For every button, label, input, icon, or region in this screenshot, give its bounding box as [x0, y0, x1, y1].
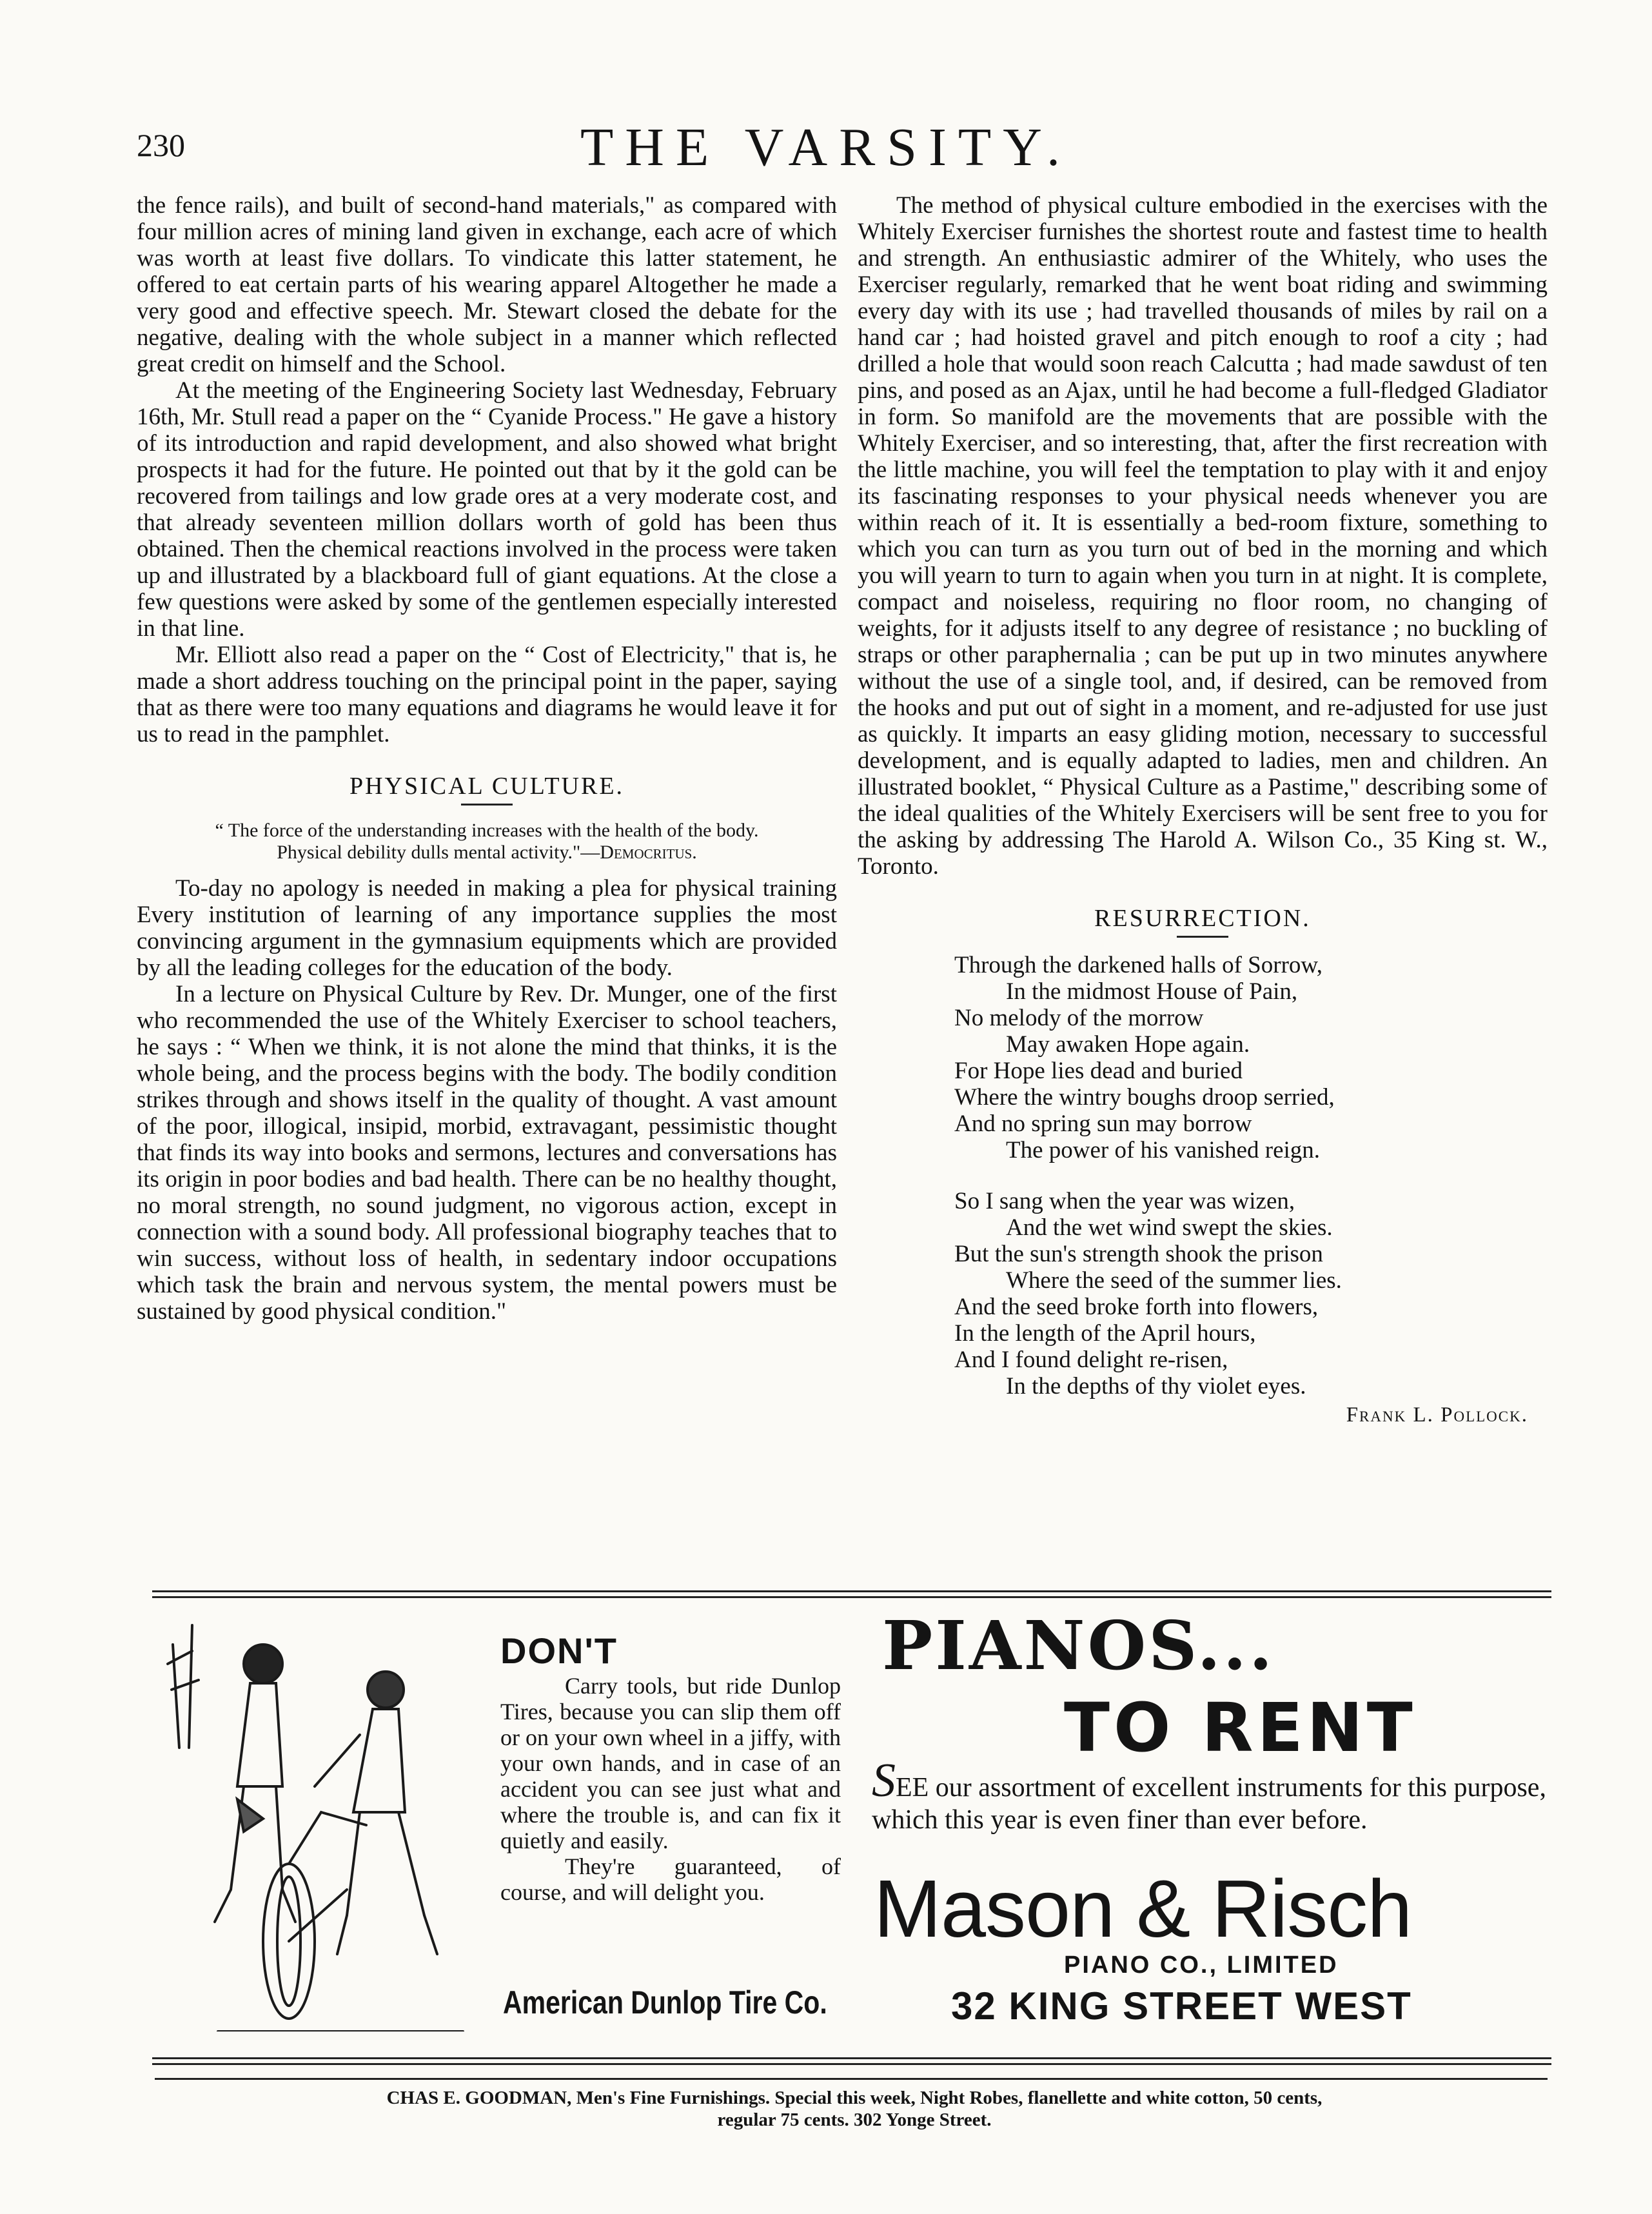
- poem-line: Where the wintry boughs droop serried,: [954, 1084, 1335, 1111]
- poem-line: But the sun's strength shook the prison: [954, 1241, 1323, 1267]
- poem-line: So I sang when the year was wizen,: [954, 1188, 1295, 1214]
- poem: [954, 952, 1548, 1399]
- section-heading: PHYSICAL CULTURE.: [349, 773, 625, 800]
- pianos-subtitle: TO RENT: [1064, 1688, 1417, 1767]
- drop-cap: S: [872, 1754, 896, 1807]
- article-paragraph: the fence rails), and built of second-hand materials," as compared with four million acres of mining land given in exchange, each acre of which was worth at least five dollars. To vindicate this latter statement, he offered to eat certain parts of his wearing apparel Altogether he made a very good and effective speech. Mr. Stewart closed the debate for the negative, dealing with the whole subject in a manner which reflected great credit on himself and the School.: [137, 192, 837, 377]
- dunlop-ad-text: Carry tools, but ride Dunlop Tires, because you can slip them off or on your own wheel in a jiffy, with your own hands, and in case of an accident you can see just what and where the trouble is, and can fix it quietly and easily.: [500, 1673, 841, 1853]
- pianos-address: 32 KING STREET WEST: [951, 1984, 1412, 2028]
- poem-line: And the wet wind swept the skies.: [1006, 1214, 1333, 1241]
- poem-line: For Hope lies dead and buried: [954, 1058, 1243, 1084]
- footer-rule: [155, 2078, 1548, 2080]
- cyclists-illustration: [153, 1619, 489, 2031]
- footer-ad: [161, 2087, 1548, 2131]
- poem-line: Through the darkened halls of Sorrow,: [954, 952, 1323, 978]
- dunlop-ad: [500, 1630, 841, 1905]
- left-column: [137, 192, 837, 1325]
- poem-line: No melody of the morrow: [954, 1005, 1204, 1031]
- poem-line: And no spring sun may borrow: [954, 1111, 1252, 1137]
- dunlop-ad-title: DON'T: [500, 1630, 618, 1671]
- dunlop-company: American Dunlop Tire Co.: [503, 1984, 827, 2021]
- ad-divider-bottom: [152, 2057, 1551, 2065]
- epigraph-line: “ The force of the understanding increases with the health of the body.: [215, 820, 759, 841]
- right-column: [858, 192, 1548, 1428]
- epigraph-line: Physical debility dulls mental activity."—: [277, 842, 600, 863]
- pianos-company: PIANO CO., LIMITED: [1064, 1952, 1339, 1979]
- stanza-1: [954, 952, 1548, 1163]
- article-paragraph: In a lecture on Physical Culture by Rev. Dr. Munger, one of the first who recommended the use of the Whitely Exerciser to school teachers, he says : “ When we think, it is not alone the mind that thinks, it is the whole being, and the process begins with the body. The bodily condition strikes through and shows itself in the quality of thought. A vast amount of the poor, illogical, insipid, morbid, extravagant, pessimistic thought that finds its way into books and sermons, lectures and conversations has its origin in poor bodies and bad health. There can be no healthy thought, no moral strength, no sound judgment, no vigorous action, except in connection with a sound body. All professional biography teaches that to win success, without loss of health, in sedentary indoor occupations which task the brain and nervous system, the mental powers must be sustained by good physical condition.": [137, 981, 837, 1325]
- article-paragraph: Mr. Elliott also read a paper on the “ Cost of Electricity," that is, he made a short address touching on the principal point in the paper, saying that as there were too many equations and diagrams he would leave it for us to read in the pamphlet.: [137, 642, 837, 747]
- page-number: 230: [137, 127, 185, 163]
- pianos-description: [872, 1754, 1560, 1836]
- article-paragraph: The method of physical culture embodied in the exercises with the Whitely Exerciser furnishes the shortest route and fastest time to health and strength. An enthusiastic admirer of the Whitely, who uses the Exerciser regularly, remarked that he went boat riding and swimming every day with its use ; had travelled thousands of miles by rail on a hand car ; had hoisted gravel and pitch enough to roof a city ; had drilled a hole that would soon reach Calcutta ; had made sawdust of ten pins, and posed as an Ajax, until he had become a full-fledged Gladiator in form. So manifold are the movements that are possible with the Whitely Exerciser, and so interesting, that, after the first recreation with the little machine, you will feel the temptation to play with it and enjoy its fascinating responses to your physical needs whenever you are within reach of it. It is essentially a bed-room fixture, something to which you can turn as you turn out of bed in the morning and which you will yearn to turn to again when you turn in at night. It is complete, compact and noiseless, requiring no floor room, no changing of weights, for it adjusts itself to any degree of resistance ; no buckling of straps or other paraphernalia ; can be put up in two minutes anywhere without the use of a single tool, and, if desired, can be removed from the hooks and put out of sight in a moment, and re-adjusted for use just as quickly. It imparts an easy gliding motion, necessary to successful development, and is equally adapted to ladies, men and children. An illustrated booklet, “ Physical Culture as a Pastime," describing some of the ideal qualities of the Whitely Exercisers will be sent free to you for the asking by addressing The Harold A. Wilson Co., 35 King st. W., Toronto.: [858, 192, 1548, 880]
- poem-line: In the length of the April hours,: [954, 1320, 1256, 1347]
- poem-line: In the midmost House of Pain,: [1006, 978, 1298, 1005]
- article-paragraph: At the meeting of the Engineering Society last Wednesday, February 16th, Mr. Stull read a paper on the “ Cyanide Process." He gave a history of its introduction and rapid development, and also showed what bright prospects it had for the future. He pointed out that by it the gold can be recovered from tailings and low grade ores at a very moderate cost, and that already seventeen million dollars worth of gold has been thus obtained. Then the chemical reactions involved in the process were taken up and illustrated by a blackboard full of giant equations. At the close a few questions were asked by some of the gentlemen especially interested in that line.: [137, 377, 837, 642]
- dunlop-ad-text: They're guaranteed, of course, and will delight you.: [500, 1853, 841, 1905]
- divider: [461, 804, 513, 806]
- ad-divider-top: [152, 1590, 1551, 1598]
- poem-line: And the seed broke forth into flowers,: [954, 1294, 1319, 1320]
- poem-line: The power of his vanished reign.: [1006, 1137, 1321, 1163]
- epigraph: [137, 820, 837, 864]
- poem-author: Frank L. Pollock.: [1346, 1403, 1528, 1427]
- pianos-description-text: EE our assortment of excellent instruments for this purpose, which this year is even finer than ever before.: [872, 1773, 1546, 1835]
- pianos-title: PIANOS...: [882, 1606, 1275, 1685]
- pianos-brand: Mason & Risch: [874, 1863, 1412, 1954]
- article-paragraph: To-day no apology is needed in making a plea for physical training Every institution of learning of any importance supplies the most convincing argument in the gymnasium equipments which are provided by all the leading colleges for the education of the body.: [137, 875, 837, 981]
- footer-ad-line: regular 75 cents. 302 Yonge Street.: [717, 2110, 992, 2130]
- poem-line: May awaken Hope again.: [1006, 1031, 1250, 1058]
- footer-ad-line: CHAS E. GOODMAN, Men's Fine Furnishings. Special this week, Night Robes, flanellette and white cotton, 50 cents,: [386, 2088, 1323, 2108]
- poem-line: And I found delight re-risen,: [954, 1347, 1228, 1373]
- poem-line: In the depths of thy violet eyes.: [1006, 1373, 1306, 1399]
- divider: [1177, 936, 1228, 938]
- poem-title: RESURRECTION.: [1094, 905, 1311, 932]
- masthead-title: THE VARSITY.: [580, 117, 1072, 177]
- stanza-2: [954, 1188, 1548, 1399]
- epigraph-author: Democritus.: [600, 842, 697, 863]
- poem-line: Where the seed of the summer lies.: [1006, 1267, 1342, 1294]
